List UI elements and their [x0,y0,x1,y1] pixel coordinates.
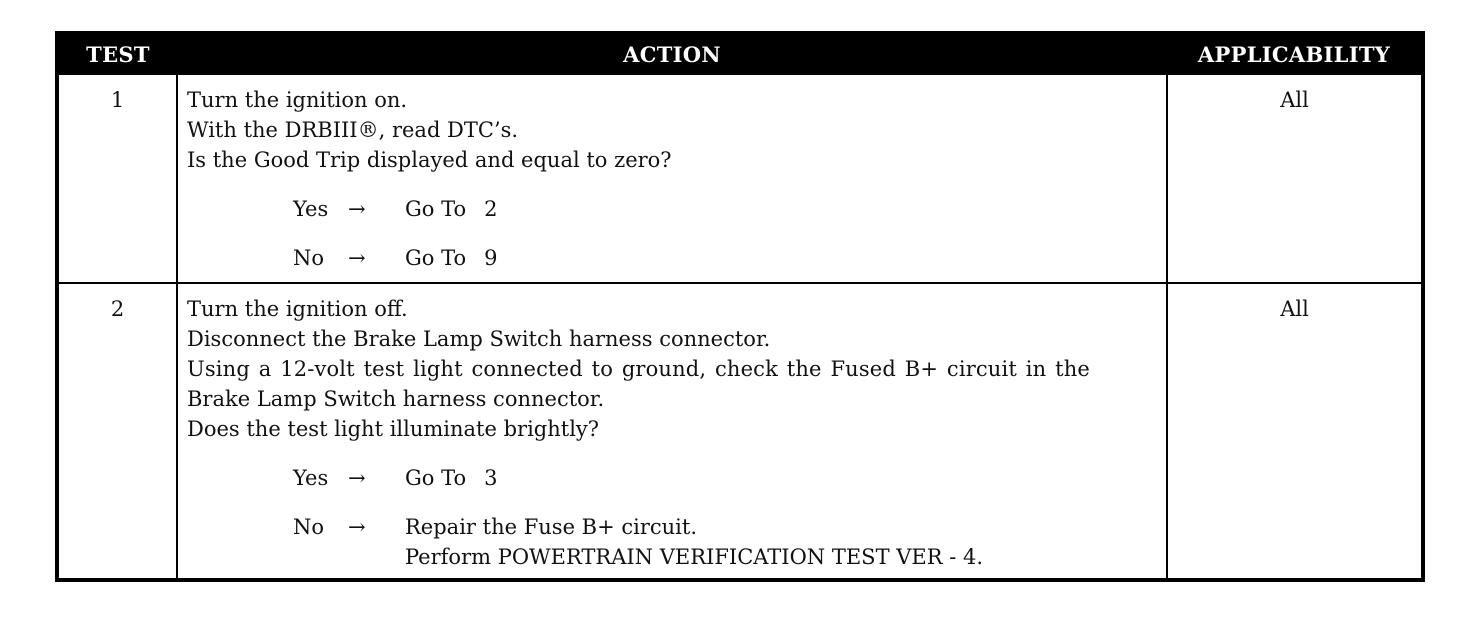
goto-label: Go To [405,197,467,221]
test-number: 1 [57,74,177,283]
right-arrow-icon: → [348,515,366,539]
header-test: TEST [57,33,177,74]
table-header-row [57,33,1423,74]
goto-number: 2 [484,197,498,221]
header-action: ACTION [177,33,1167,74]
table-row [57,283,1423,580]
action-cell [177,283,1167,580]
goto-label: Go To [405,246,467,270]
right-arrow-icon: → [348,197,366,221]
yes-branch [293,463,1158,493]
goto-target [405,243,498,273]
right-arrow-icon: → [348,246,366,270]
yes-label: Yes [293,466,329,490]
yes-label: Yes [293,197,329,221]
diagnostic-test-table [55,31,1425,582]
action-step: Turn the ignition on. [187,88,408,112]
action-step: Does the test light illuminate brightly? [187,417,600,441]
header-applicability: APPLICABILITY [1167,33,1423,74]
action-step: Disconnect the Brake Lamp Switch harness connector. [187,327,771,351]
action-cell [177,74,1167,283]
verification-step: Perform POWERTRAIN VERIFICATION TEST VER - 4. [405,545,984,569]
goto-target [405,194,498,224]
no-branch [293,512,1158,572]
action-step: Is the Good Trip displayed and equal to zero? [187,148,672,172]
goto-number: 3 [484,466,498,490]
action-step: Using a 12-volt test light connected to ground, check the Fused B+ circuit in the [187,357,1090,381]
action-step: Brake Lamp Switch harness connector. [187,387,605,411]
right-arrow-icon: → [348,466,366,490]
goto-label: Go To [405,466,467,490]
yes-branch [293,194,1158,224]
action-step: Turn the ignition off. [187,297,408,321]
action-step: With the DRBIII®, read DTC’s. [187,118,519,142]
repair-instructions [405,512,983,572]
table-row [57,74,1423,283]
repair-step: Repair the Fuse B+ circuit. [405,515,698,539]
goto-number: 9 [484,246,498,270]
applicability-value: All [1167,74,1423,283]
no-label: No [293,515,325,539]
no-branch [293,243,1158,273]
goto-target [405,463,498,493]
test-number: 2 [57,283,177,580]
applicability-value: All [1167,283,1423,580]
no-label: No [293,246,325,270]
